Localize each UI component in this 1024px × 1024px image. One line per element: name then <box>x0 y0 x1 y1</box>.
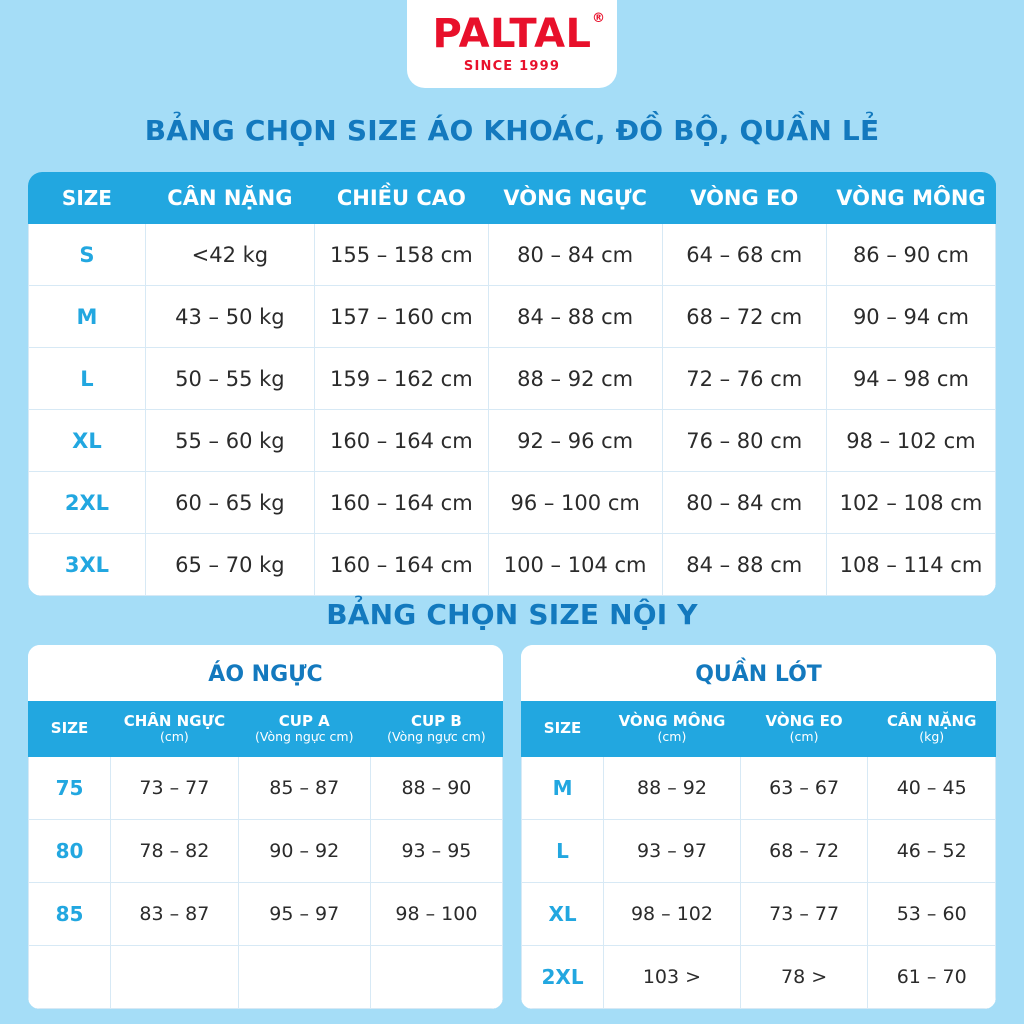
col-header-cup-b-unit: (Vòng ngực cm) <box>387 729 486 745</box>
table-row <box>522 757 996 820</box>
col-header-cup-a-label: CUP A <box>278 712 330 731</box>
table-row-empty <box>29 946 503 1009</box>
bra-table-head <box>29 702 503 757</box>
cell-hip: 86 – 90 cm <box>826 224 995 286</box>
cell-underbust: 83 – 87 <box>111 883 239 946</box>
table-header-row <box>29 702 503 757</box>
cell-weight: 46 – 52 <box>868 820 996 883</box>
cell-hip: 94 – 98 cm <box>826 348 995 410</box>
cell-weight: 43 – 50 kg <box>145 286 314 348</box>
col-header-bust: VÒNG NGỰC <box>488 173 662 224</box>
table-row <box>29 348 996 410</box>
panty-table-head <box>522 702 996 757</box>
table-header-row <box>522 702 996 757</box>
col-header-hip: VÒNG MÔNG <box>826 173 995 224</box>
cell-weight: 55 – 60 kg <box>145 410 314 472</box>
cell-empty <box>111 946 239 1009</box>
cell-size: XL <box>29 410 146 472</box>
cell-bust: 96 – 100 cm <box>488 472 662 534</box>
cell-bust: 100 – 104 cm <box>488 534 662 596</box>
cell-empty <box>370 946 502 1009</box>
col-header-height: CHIỀU CAO <box>314 173 488 224</box>
size-chart-outerwear <box>28 172 996 596</box>
brand-logo <box>407 0 617 88</box>
main-table-body <box>29 224 996 596</box>
table-row <box>29 286 996 348</box>
cell-height: 159 – 162 cm <box>314 348 488 410</box>
cell-size: 85 <box>29 883 111 946</box>
cell-height: 160 – 164 cm <box>314 472 488 534</box>
cell-size: 80 <box>29 820 111 883</box>
cell-empty <box>29 946 111 1009</box>
cell-size: XL <box>522 883 604 946</box>
brand-tagline: SINCE 1999 <box>463 59 561 74</box>
cell-bust: 92 – 96 cm <box>488 410 662 472</box>
cell-waist: 80 – 84 cm <box>662 472 826 534</box>
registered-mark-icon: ® <box>592 11 606 26</box>
bra-table-body <box>29 757 503 1009</box>
cell-height: 160 – 164 cm <box>314 410 488 472</box>
bra-table-title: ÁO NGỰC <box>28 645 503 701</box>
table-header-row <box>29 173 996 224</box>
cell-cup-a: 95 – 97 <box>238 883 370 946</box>
table-row <box>29 224 996 286</box>
cell-weight: 53 – 60 <box>868 883 996 946</box>
size-chart-bra <box>28 645 503 1009</box>
cell-height: 157 – 160 cm <box>314 286 488 348</box>
cell-hip: 103 > <box>604 946 741 1009</box>
cell-waist: 78 > <box>740 946 868 1009</box>
cell-waist: 76 – 80 cm <box>662 410 826 472</box>
col-header-size: SIZE <box>29 173 146 224</box>
cell-empty <box>238 946 370 1009</box>
cell-waist: 64 – 68 cm <box>662 224 826 286</box>
panty-size-table <box>521 701 996 1009</box>
cell-height: 160 – 164 cm <box>314 534 488 596</box>
cell-bust: 80 – 84 cm <box>488 224 662 286</box>
col-header-weight-unit: (kg) <box>919 729 945 745</box>
cell-waist: 84 – 88 cm <box>662 534 826 596</box>
cell-size: S <box>29 224 146 286</box>
table-row <box>29 534 996 596</box>
col-header-waist-label: VÒNG EO <box>765 712 843 731</box>
col-header-cup-b <box>370 702 502 757</box>
cell-underbust: 78 – 82 <box>111 820 239 883</box>
col-header-cup-b-label: CUP B <box>410 712 462 731</box>
table-row <box>522 946 996 1009</box>
cell-hip: 88 – 92 <box>604 757 741 820</box>
cell-waist: 68 – 72 <box>740 820 868 883</box>
cell-bust: 88 – 92 cm <box>488 348 662 410</box>
col-header-underbust <box>111 702 239 757</box>
cell-hip: 98 – 102 cm <box>826 410 995 472</box>
cell-hip: 90 – 94 cm <box>826 286 995 348</box>
col-header-size <box>29 702 111 757</box>
cell-weight: 50 – 55 kg <box>145 348 314 410</box>
cell-size: L <box>29 348 146 410</box>
cell-cup-b: 88 – 90 <box>370 757 502 820</box>
cell-waist: 68 – 72 cm <box>662 286 826 348</box>
cell-weight: 61 – 70 <box>868 946 996 1009</box>
cell-cup-a: 90 – 92 <box>238 820 370 883</box>
col-header-underbust-label: CHÂN NGỰC <box>123 712 226 731</box>
brand-name-text: PALTAL <box>432 11 592 57</box>
table-row <box>29 472 996 534</box>
cell-cup-a: 85 – 87 <box>238 757 370 820</box>
main-section-title: BẢNG CHỌN SIZE ÁO KHOÁC, ĐỒ BỘ, QUẦN LẺ <box>144 114 880 147</box>
col-header-weight <box>868 702 996 757</box>
underwear-section-title: BẢNG CHỌN SIZE NỘI Y <box>326 598 698 631</box>
cell-weight: <42 kg <box>145 224 314 286</box>
underwear-tables-row <box>28 645 996 1009</box>
col-header-waist-unit: (cm) <box>789 729 819 745</box>
col-header-hip <box>604 702 741 757</box>
table-row <box>522 883 996 946</box>
cell-size: M <box>522 757 604 820</box>
col-header-size-label: SIZE <box>543 719 582 738</box>
cell-size: M <box>29 286 146 348</box>
cell-size: 75 <box>29 757 111 820</box>
cell-size: 2XL <box>29 472 146 534</box>
col-header-size <box>522 702 604 757</box>
cell-weight: 40 – 45 <box>868 757 996 820</box>
cell-size: L <box>522 820 604 883</box>
brand-name <box>432 11 606 57</box>
col-header-hip-label: VÒNG MÔNG <box>618 712 726 731</box>
table-row <box>29 410 996 472</box>
table-row <box>29 883 503 946</box>
cell-size: 2XL <box>522 946 604 1009</box>
cell-hip: 108 – 114 cm <box>826 534 995 596</box>
col-header-waist <box>740 702 868 757</box>
cell-weight: 65 – 70 kg <box>145 534 314 596</box>
bra-size-table <box>28 701 503 1009</box>
cell-hip: 98 – 102 <box>604 883 741 946</box>
main-table-head <box>29 173 996 224</box>
cell-cup-b: 98 – 100 <box>370 883 502 946</box>
col-header-waist: VÒNG EO <box>662 173 826 224</box>
col-header-weight: CÂN NẶNG <box>145 173 314 224</box>
panty-table-body <box>522 757 996 1009</box>
cell-waist: 63 – 67 <box>740 757 868 820</box>
main-size-table <box>28 172 996 596</box>
cell-cup-b: 93 – 95 <box>370 820 502 883</box>
panty-table-title: QUẦN LÓT <box>521 645 996 701</box>
table-row <box>522 820 996 883</box>
cell-bust: 84 – 88 cm <box>488 286 662 348</box>
col-header-size-label: SIZE <box>50 719 89 738</box>
cell-hip: 102 – 108 cm <box>826 472 995 534</box>
table-row <box>29 757 503 820</box>
cell-waist: 73 – 77 <box>740 883 868 946</box>
cell-height: 155 – 158 cm <box>314 224 488 286</box>
cell-hip: 93 – 97 <box>604 820 741 883</box>
cell-waist: 72 – 76 cm <box>662 348 826 410</box>
col-header-cup-a-unit: (Vòng ngực cm) <box>255 729 354 745</box>
col-header-underbust-unit: (cm) <box>159 729 189 745</box>
col-header-cup-a <box>238 702 370 757</box>
cell-underbust: 73 – 77 <box>111 757 239 820</box>
table-row <box>29 820 503 883</box>
cell-size: 3XL <box>29 534 146 596</box>
col-header-weight-label: CÂN NẶNG <box>886 712 977 731</box>
col-header-hip-unit: (cm) <box>657 729 687 745</box>
cell-weight: 60 – 65 kg <box>145 472 314 534</box>
size-chart-panty <box>521 645 996 1009</box>
